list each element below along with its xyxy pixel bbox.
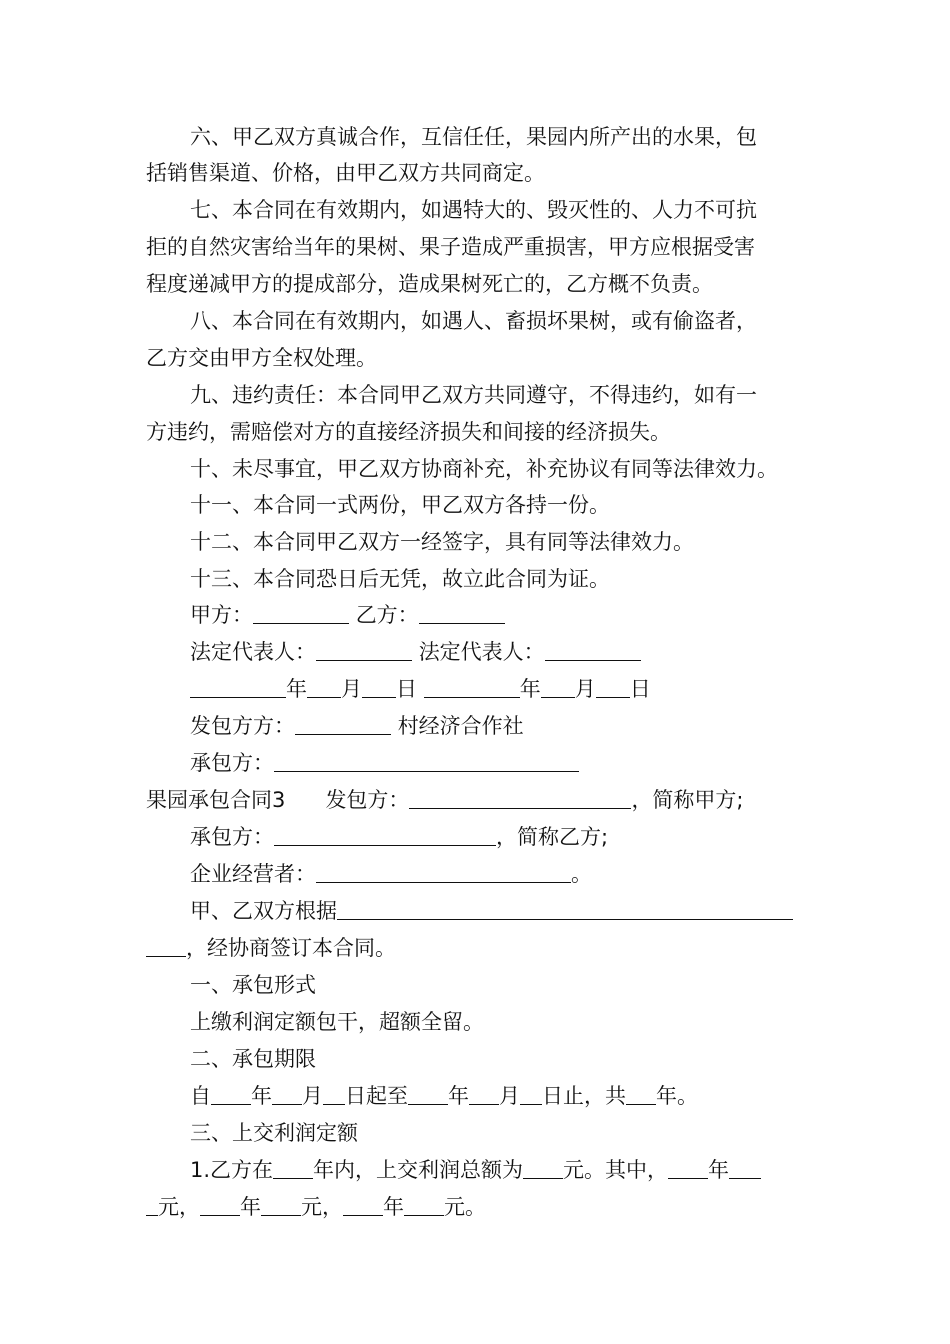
signature-parties: [190, 601, 505, 629]
clause-12: 十二、本合同甲乙双方一经签字，具有同等法律效力。: [190, 530, 694, 554]
term-start-month: 月: [302, 1084, 323, 1108]
term-years-blank: [626, 1084, 656, 1105]
term-until: 日起至: [345, 1084, 408, 1108]
lessee-blank: [274, 751, 579, 772]
basis-line-2: [146, 934, 396, 962]
section-1-body: 上缴利润定额包干，超额全留。: [190, 1010, 484, 1034]
party-a-blank: [253, 603, 349, 624]
date-b-month: 月: [574, 677, 596, 701]
item-1-line-2: [146, 1193, 486, 1221]
legal-rep-b-blank: [545, 640, 641, 661]
date-b-day-blank: [596, 677, 630, 698]
legal-rep-b-label: 法定代表人：: [418, 640, 545, 664]
item-1-total-blank: [523, 1158, 563, 1179]
clause-13: 十三、本合同恐日后无凭，故立此合同为证。: [190, 567, 610, 591]
term-end-year: 年: [448, 1084, 469, 1108]
term-end-year-blank: [408, 1084, 448, 1105]
party-b-blank: [419, 603, 505, 624]
clause-7-line-2: 拒的自然灾害给当年的果树、果子造成严重损害，甲方应根据受害: [146, 235, 755, 259]
term-start-year: 年: [251, 1084, 272, 1108]
term-years-end: 年。: [656, 1084, 698, 1108]
clause-10: 十、未尽事宜，甲乙双方协商补充，补充协议有同等法律效力。: [190, 457, 778, 481]
item-1-amount-a-blank-cont: [146, 1195, 158, 1216]
lessee-2-line: [190, 823, 608, 851]
term-start-day-blank: [323, 1084, 345, 1105]
item-1-year-a: 年: [708, 1158, 730, 1182]
date-b-month-blank: [541, 677, 575, 698]
item-1-year-a-blank: [668, 1158, 708, 1179]
basis-blank: [337, 899, 793, 920]
operator-period: 。: [571, 862, 592, 886]
legal-rep-a-label: 法定代表人：: [190, 640, 316, 664]
item-1-amount-a-blank: [729, 1158, 761, 1179]
lessee-2-label: 承包方：: [190, 825, 274, 849]
term-end-month: 月: [499, 1084, 520, 1108]
date-a-month: 月: [341, 677, 362, 701]
clause-11: 十一、本合同一式两份，甲乙双方各持一份。: [190, 493, 610, 517]
term-end-month-blank: [469, 1084, 499, 1105]
term-ending: 日止，共: [542, 1084, 626, 1108]
term-from: 自: [190, 1084, 211, 1108]
item-1-end: 元。其中，: [563, 1158, 669, 1182]
contract-3-header: [146, 786, 744, 814]
clause-6-line-2: 括销售渠道、价格，由甲乙双方共同商定。: [146, 161, 545, 185]
lessee-label: 承包方：: [190, 751, 274, 775]
date-a-year: 年: [286, 677, 307, 701]
clause-7-line-1: 七、本合同在有效期内，如遇特大的、毁灭性的、人力不可抗: [190, 198, 757, 222]
issuer-label: 发包方：: [325, 788, 410, 812]
item-1-line-1: [190, 1156, 761, 1184]
operator-label: 企业经营者：: [190, 862, 316, 886]
operator-line: [190, 860, 592, 888]
issuer-blank: [409, 788, 631, 809]
date-a-month-blank: [307, 677, 341, 698]
contractor-blank: [295, 714, 391, 735]
date-b-year-blank: [424, 677, 520, 698]
contractor-suffix: 村经济合作社: [397, 714, 524, 738]
clause-9-line-2: 方违约，需赔偿对方的直接经济损失和间接的经济损失。: [146, 420, 671, 444]
basis-blank-cont: [146, 936, 186, 957]
item-1-amount-c-blank: [404, 1195, 444, 1216]
party-a-label: 甲方：: [190, 603, 253, 627]
section-2-heading: 二、承包期限: [190, 1047, 316, 1071]
party-b-label: 乙方：: [355, 603, 419, 627]
contractor-label: 发包方方：: [190, 714, 295, 738]
section-1-heading: 一、承包形式: [190, 973, 316, 997]
item-1-years-blank: [273, 1158, 313, 1179]
lessee-2-blank: [274, 825, 496, 846]
contractor-line: [190, 712, 524, 740]
date-a-day: 日: [396, 677, 417, 701]
item-1-year-b-blank: [200, 1195, 240, 1216]
term-end-day-blank: [520, 1084, 542, 1105]
item-1-mid: 年内，上交利润总额为: [313, 1158, 524, 1182]
term-start-year-blank: [211, 1084, 251, 1105]
operator-blank: [316, 862, 571, 883]
clause-7-line-3: 程度递减甲方的提成部分，造成果树死亡的，乙方概不负责。: [146, 272, 713, 296]
item-1-yuan-a: 元，: [158, 1195, 200, 1219]
clause-8-line-2: 乙方交由甲方全权处理。: [146, 346, 377, 370]
lessee-2-abbr: ，简称乙方;: [496, 825, 609, 849]
item-1-year-c: 年: [383, 1195, 404, 1219]
issuer-abbr: ，简称甲方;: [631, 788, 744, 812]
item-1-start: 1.乙方在: [190, 1158, 274, 1182]
item-1-year-c-blank: [343, 1195, 383, 1216]
contract-3-title: 果园承包合同3: [146, 788, 286, 812]
clause-9-line-1: 九、违约责任：本合同甲乙双方共同遵守，不得违约，如有一: [190, 383, 757, 407]
basis-line-1: [190, 897, 793, 925]
signature-legal-reps: [190, 638, 641, 666]
basis-label: 甲、乙双方根据: [190, 899, 337, 923]
item-1-year-b: 年: [240, 1195, 261, 1219]
signature-dates: [190, 675, 651, 703]
legal-rep-a-blank: [316, 640, 412, 661]
term-start-month-blank: [272, 1084, 302, 1105]
item-1-yuan-c: 元。: [444, 1195, 486, 1219]
date-a-day-blank: [362, 677, 396, 698]
date-b-day: 日: [629, 677, 651, 701]
item-1-yuan-b: 元，: [301, 1195, 343, 1219]
term-line: [190, 1082, 698, 1110]
clause-6-line-1: 六、甲乙双方真诚合作，互信任任，果园内所产出的水果，包: [190, 125, 757, 149]
clause-8-line-1: 八、本合同在有效期内，如遇人、畜损坏果树，或有偷盗者，: [190, 309, 757, 333]
item-1-amount-b-blank: [261, 1195, 301, 1216]
lessee-line: [190, 749, 579, 777]
basis-end: ，经协商签订本合同。: [186, 936, 396, 960]
section-3-heading: 三、上交利润定额: [190, 1121, 358, 1145]
date-b-year: 年: [519, 677, 541, 701]
date-a-year-blank: [190, 677, 286, 698]
